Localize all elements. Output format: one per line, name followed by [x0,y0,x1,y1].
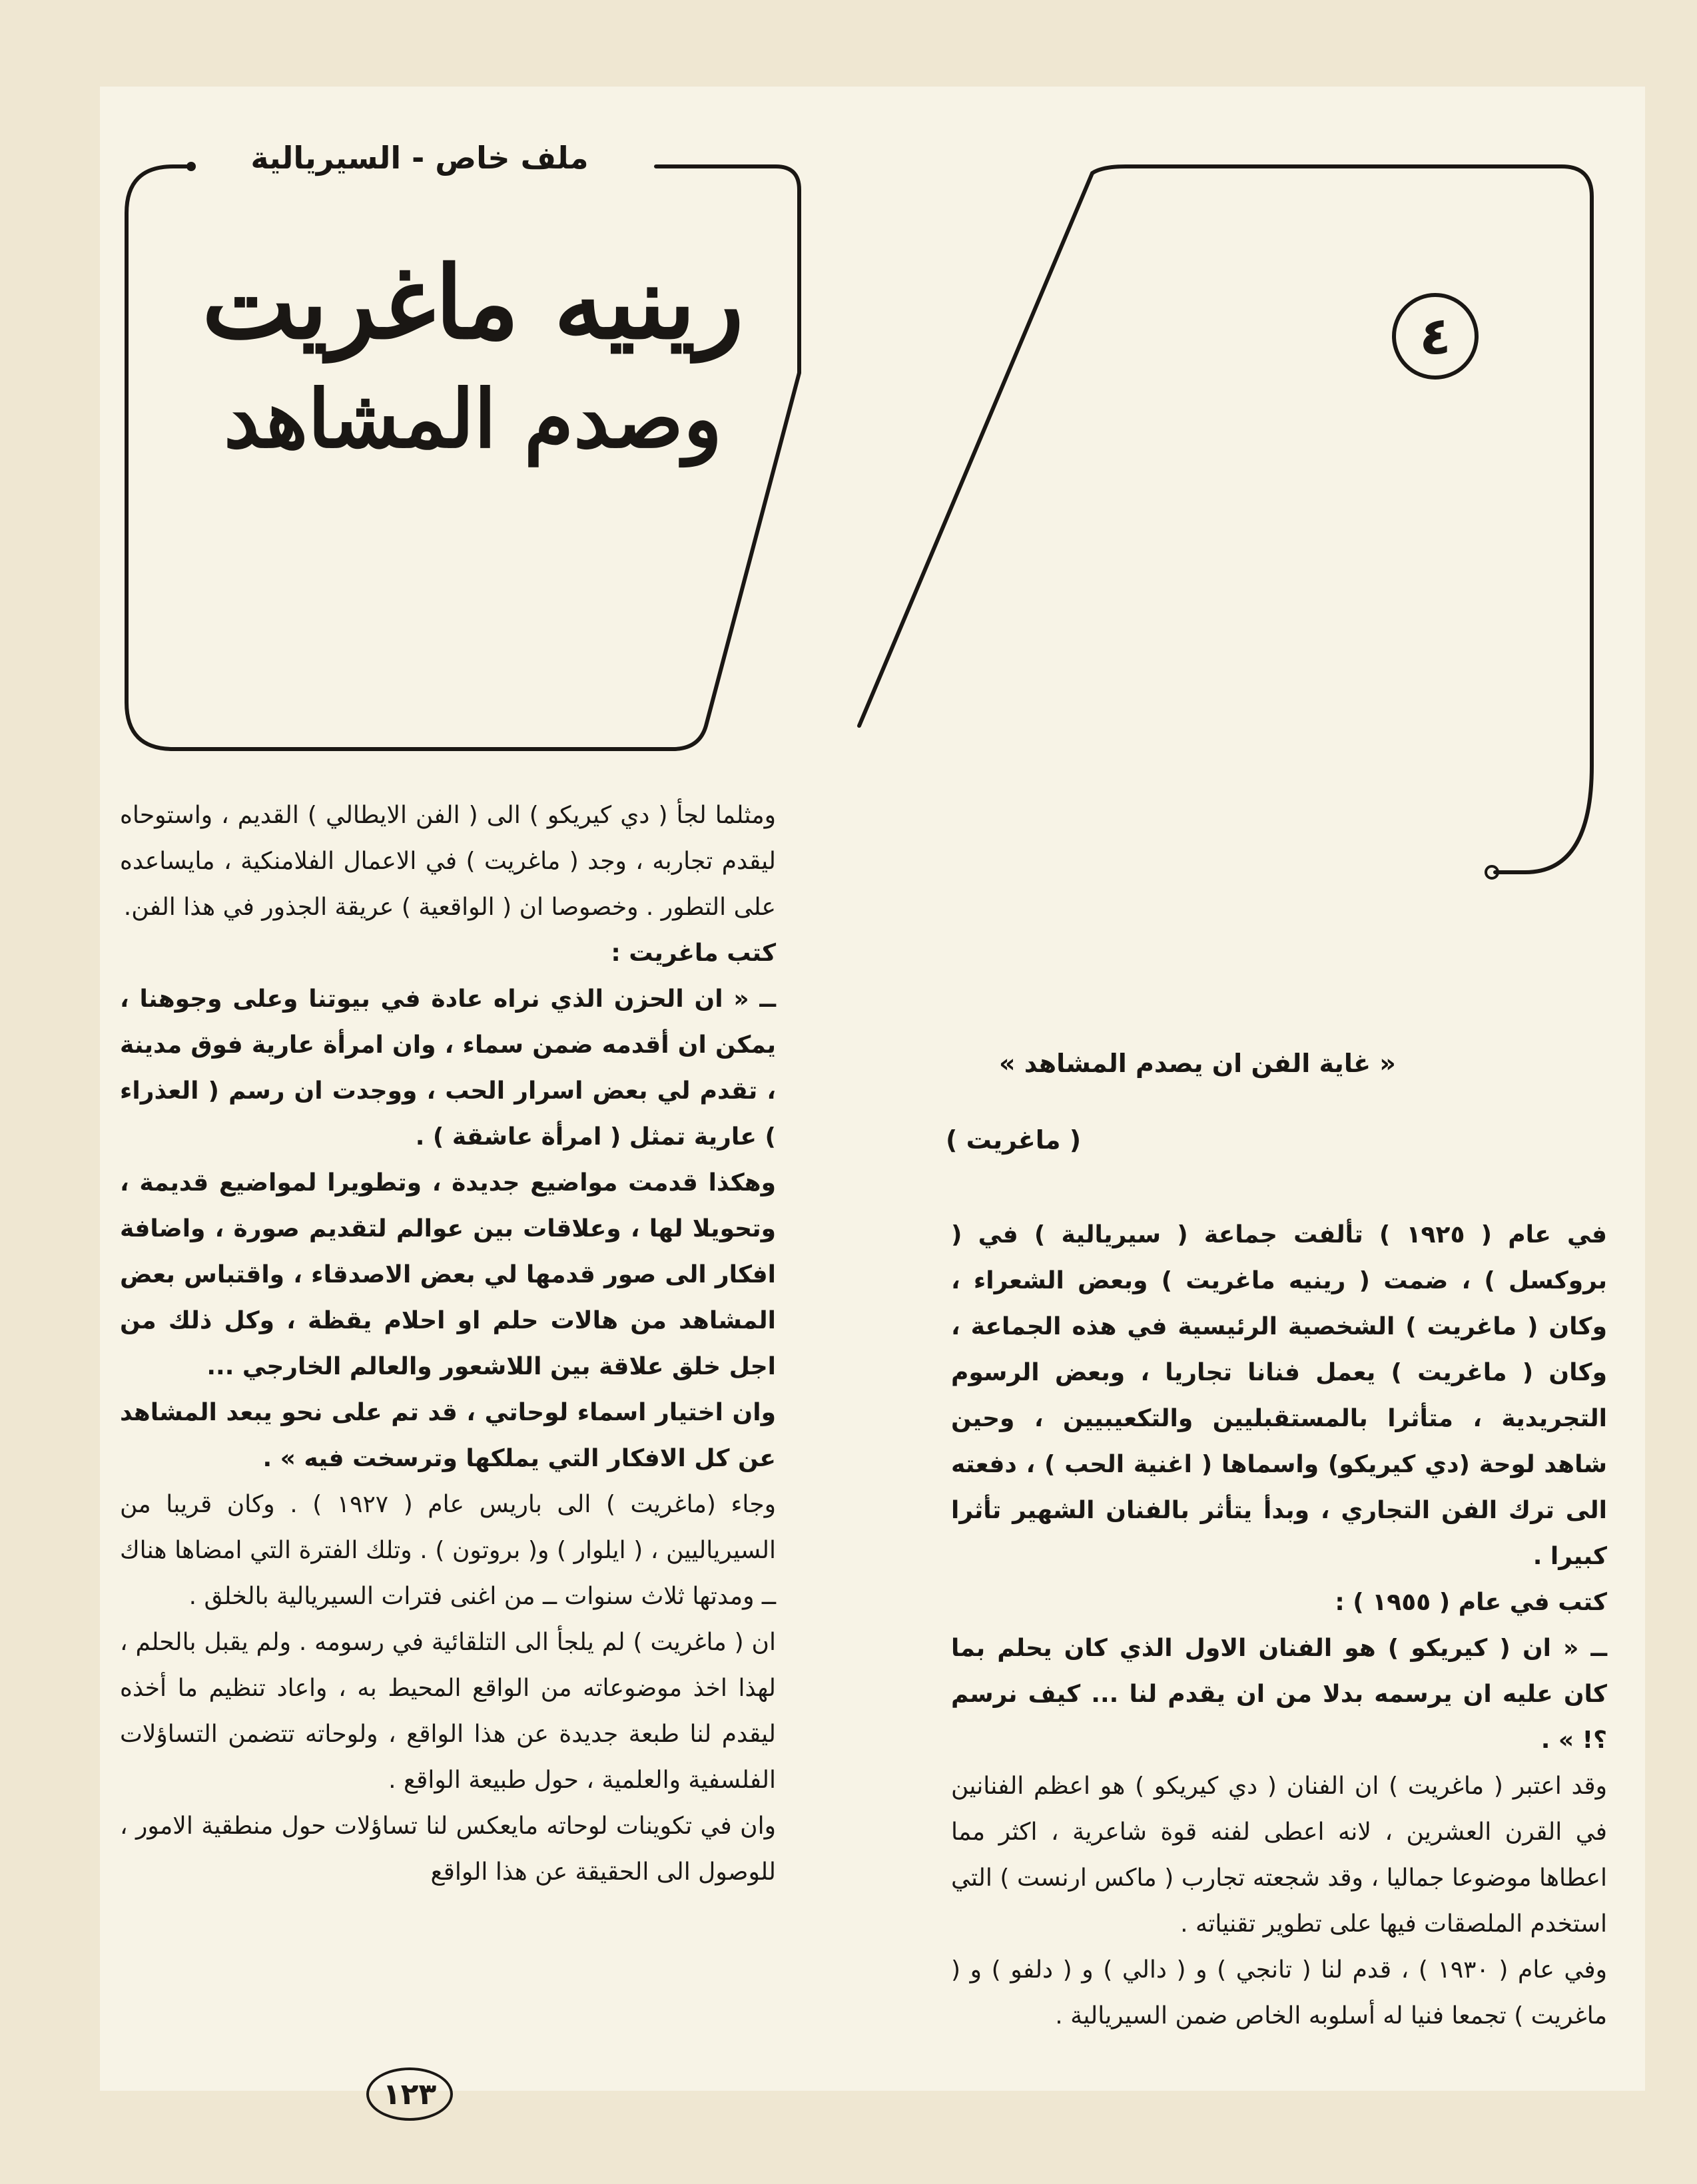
paragraph: كتب ماغريت : [611,940,776,967]
article-title: رينيه ماغريت [202,244,744,362]
epigraph-source: ( ماغريت ) [946,1125,1082,1155]
right-text-column [951,1212,1607,2039]
quoted-paragraph: وان اختيار اسماء لوحاتي ، قد تم على نحو يبعد المشاهد عن كل الافكار التي يملكها وترسخت فيه » . [120,1399,776,1472]
page-number: ١٢٣ [366,2067,453,2121]
paragraph: وجاء (ماغريت ) الى باريس عام ( ١٩٢٧ ) . وكان قريبا من السيرياليين ، ( ايلوار ) و( بروتون ) . وتلك الفترة التي امضاها هناك ــ ومدتها ثلاث سنوات ــ من اغنى فترات السيريالية بالخلق . [120,1491,776,1610]
article-subtitle: وصدم المشاهد [223,372,723,466]
paragraph: وفي عام ( ١٩٣٠ ) ، قدم لنا ( تانجي ) و ( دالي ) و ( دلفو ) و ( ماغريت ) تجمعا فنيا له أسلوبه الخاص ضمن السيريالية . [951,1956,1607,2030]
quoted-paragraph: وهكذا قدمت مواضيع جديدة ، وتطويرا لمواضيع قديمة ، وتحويلا لها ، وعلاقات بين عوالم لتقديم صورة ، واضافة افكار الى صور قدمها لي بعض الاصدقاء ، واقتباس بعض المشاهد من هالات حلم او احلام يقظة ، وكل ذلك من اجل خلق علاقة بين اللاشعور والعالم الخارجي ... [120,1169,776,1380]
section-header-label: ملف خاص - السيريالية [250,140,589,176]
paragraph: في عام ( ١٩٢٥ ) تألفت جماعة ( سيريالية ) في ( بروكسل ) ، ضمت ( رينيه ماغريت ) وبعض الشعراء ، وكان ( ماغريت ) الشخصية الرئيسية في هذه الجماعة ، وكان ( ماغريت ) يعمل فنانا تجاريا ، وبعض الرسوم التجريدية ، متأثرا بالمستقبليين والتكعيبيين ، وحين شاهد لوحة (دي كيريكو) واسماها ( اغنية الحب ) ، دفعته الى ترك الفن التجاري ، وبدأ يتأثر بالفنان الشهير تأثرا كبيرا . [951,1221,1607,1570]
issue-part-number: ٤ [1392,293,1479,380]
paragraph: كتب في عام ( ١٩٥٥ ) : [1335,1589,1607,1616]
epigraph-quote: « غاية الفن ان يصدم المشاهد » [999,1049,1396,1078]
paragraph: وقد اعتبر ( ماغريت ) ان الفنان ( دي كيريكو ) هو اعظم الفنانين في القرن العشرين ، لانه اعطى لفنه قوة شاعرية ، اكثر مما اعطاها موضوعا جماليا ، وقد شجعته تجارب ( ماكس ارنست ) التي استخدم الملصقات فيها على تطوير تقنياته . [951,1773,1607,1938]
quoted-paragraph: ــ « ان ( كيريكو ) هو الفنان الاول الذي كان يحلم بما كان عليه ان يرسمه بدلا من ان يقدم لنا ... كيف نرسم ؟! » . [951,1635,1607,1754]
left-text-column [120,792,776,1895]
paragraph: وان في تكوينات لوحاته مايعكس لنا تساؤلات حول منطقية الامور ، للوصول الى الحقيقة عن هذا الواقع [120,1812,776,1886]
paragraph: ان ( ماغريت ) لم يلجأ الى التلقائية في رسومه . ولم يقبل بالحلم ، لهذا اخذ موضوعاته من الواقع المحيط به ، واعاد تنظيم ما أخذه ليقدم لنا طبعة جديدة عن هذا الواقع ، ولوحاته تتضمن التساؤلات الفلسفية والعلمية ، حول طبيعة الواقع . [120,1629,776,1794]
paragraph: ومثلما لجأ ( دي كيريكو ) الى ( الفن الايطالي ) القديم ، واستوحاه ليقدم تجاربه ، وجد ( ماغريت ) في الاعمال الفلامنكية ، مايساعده على التطور . وخصوصا ان ( الواقعية ) عريقة الجذور في هذا الفن. [120,802,776,921]
quoted-paragraph: ــ « ان الحزن الذي نراه عادة في بيوتنا وعلى وجوهنا ، يمكن ان أقدمه ضمن سماء ، وان امرأة عارية فوق مدينة ، تقدم لي بعض اسرار الحب ، ووجدت ان رسم ( العذراء ) عارية تمثل ( امرأة عاشقة ) . [120,985,776,1151]
